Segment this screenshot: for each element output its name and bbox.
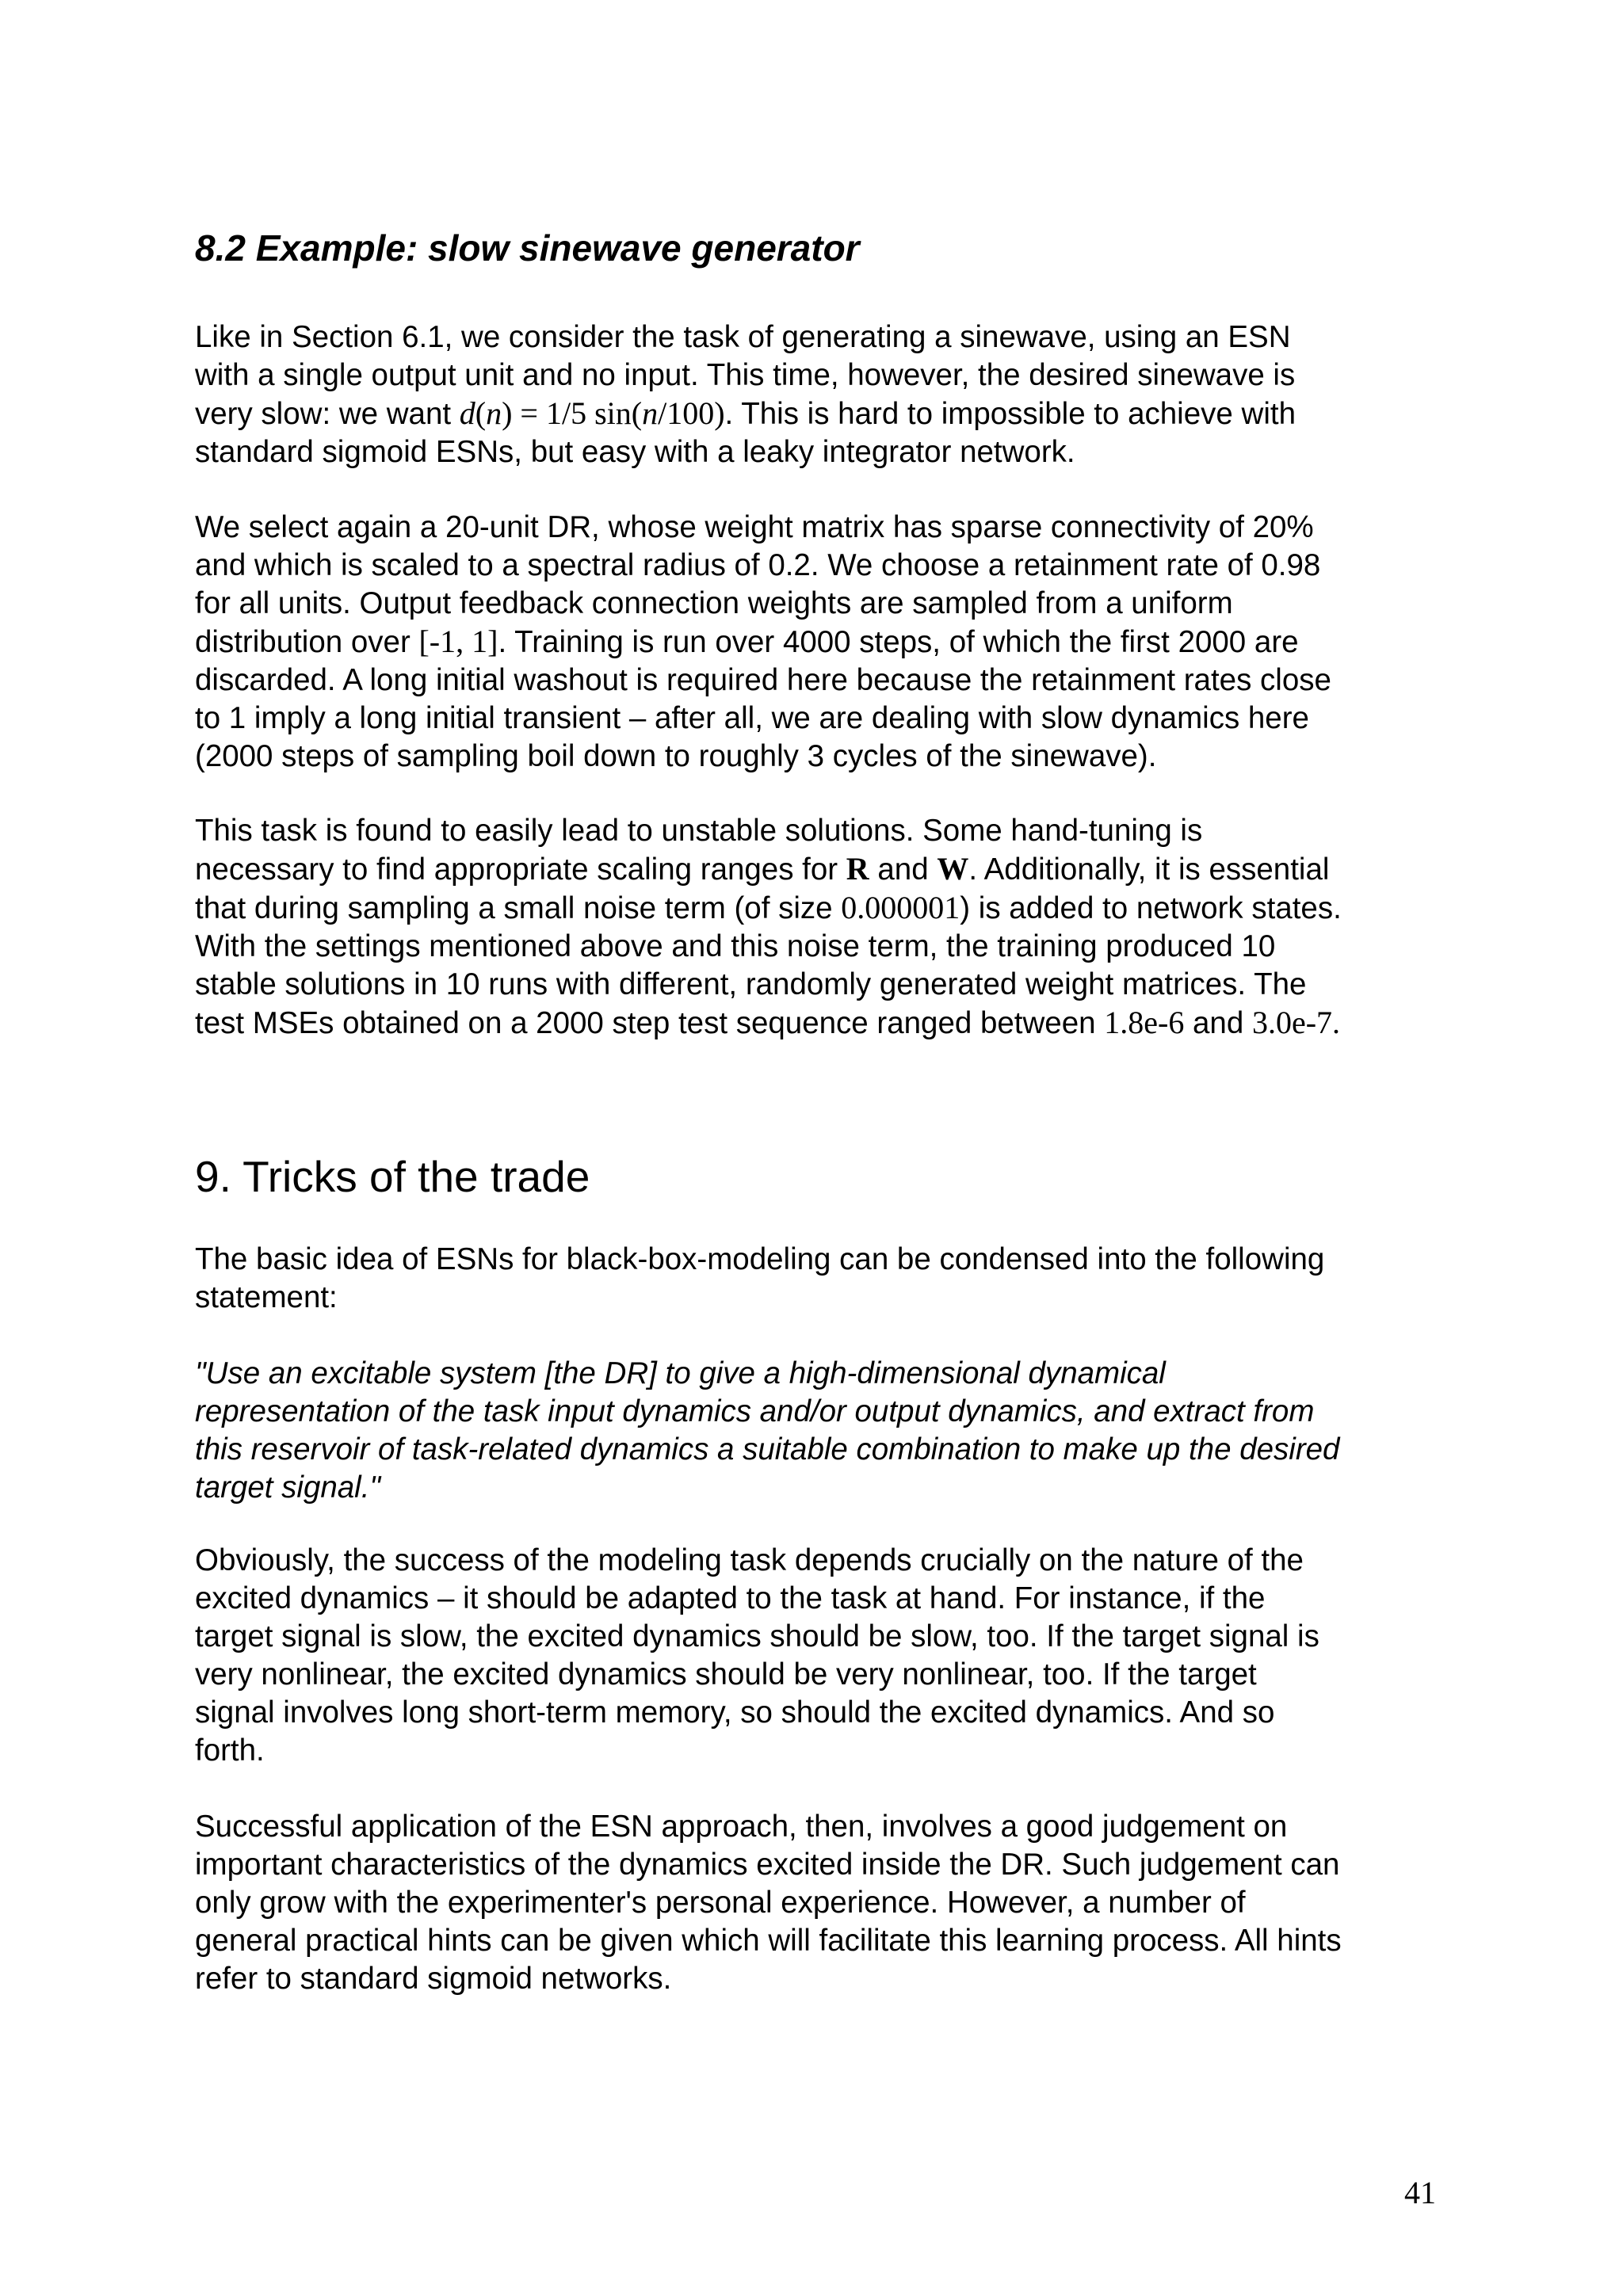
- text-line: With the settings mentioned above and this noise term, the training produced 10: [195, 929, 1276, 963]
- text-run: . Training is run over 4000 steps, of which the first 2000 are: [498, 625, 1299, 659]
- formula-paren: (: [475, 395, 487, 431]
- text-run: ) is added to network states.: [960, 891, 1342, 925]
- text-line: The basic idea of ESNs for black-box-modeling can be condensed into the following: [195, 1242, 1325, 1276]
- paragraph-8-2-intro: [195, 318, 1447, 471]
- matrix-symbol-r: R: [846, 851, 869, 887]
- formula-var-n: n: [486, 395, 502, 431]
- text-run: .: [1332, 1005, 1341, 1040]
- text-run: and: [1184, 1006, 1252, 1040]
- text-line: [195, 623, 1447, 662]
- text-run: very slow: we want: [195, 397, 460, 431]
- formula-d-of-n: [460, 395, 725, 431]
- text-line: Like in Section 6.1, we consider the task of generating a sinewave, using an ESN: [195, 320, 1291, 354]
- text-line: target signal is slow, the excited dynamics should be slow, too. If the target signal is: [195, 1619, 1319, 1653]
- text-line: We select again a 20-unit DR, whose weight matrix has sparse connectivity of 20%: [195, 510, 1314, 544]
- text-line: general practical hints can be given which will facilitate this learning process. All hints: [195, 1924, 1342, 1958]
- text-line: target signal.": [195, 1470, 381, 1505]
- text-line: This task is found to easily lead to unstable solutions. Some hand-tuning is: [195, 814, 1203, 848]
- text-line: forth.: [195, 1733, 265, 1768]
- paragraph-9-hints: [195, 1808, 1447, 1998]
- text-line: only grow with the experimenter's personal experience. However, a number of: [195, 1886, 1246, 1920]
- text-line: [195, 395, 1447, 433]
- text-run: necessary to find appropriate scaling ranges for: [195, 852, 846, 887]
- quote-block: [195, 1355, 1447, 1507]
- section-heading-8-2: 8.2 Example: slow sinewave generator: [195, 227, 860, 269]
- text-line: (2000 steps of sampling boil down to roughly 3 cycles of the sinewave).: [195, 739, 1157, 773]
- text-run: test MSEs obtained on a 2000 step test sequence ranged between: [195, 1006, 1105, 1040]
- text-line: discarded. A long initial washout is required here because the retainment rates close: [195, 663, 1331, 697]
- text-line: Successful application of the ESN approach, then, involves a good judgement on: [195, 1810, 1288, 1844]
- text-line: and which is scaled to a spectral radius of 0.2. We choose a retainment rate of 0.98: [195, 548, 1321, 582]
- text-line: [195, 1004, 1447, 1043]
- text-run: distribution over: [195, 625, 419, 659]
- text-line: to 1 imply a long initial transient – after all, we are dealing with slow dynamics here: [195, 701, 1309, 735]
- text-line: "Use an excitable system [the DR] to give a high-dimensional dynamical: [195, 1356, 1166, 1390]
- formula-interval: [-1, 1]: [418, 624, 498, 659]
- text-run: . This is hard to impossible to achieve with: [724, 397, 1296, 431]
- paragraph-9-dynamics: [195, 1542, 1447, 1770]
- formula-mid: ) = 1/5 sin(: [502, 395, 643, 431]
- mse-value-a: 1.8e-6: [1104, 1005, 1185, 1040]
- noise-value: 0.000001: [841, 890, 960, 925]
- paragraph-9-intro: [195, 1241, 1447, 1317]
- chapter-heading-9: 9. Tricks of the trade: [195, 1152, 590, 1201]
- text-line: Obviously, the success of the modeling task depends crucially on the nature of the: [195, 1543, 1304, 1577]
- text-line: stable solutions in 10 runs with different, randomly generated weight matrices. The: [195, 967, 1307, 1001]
- formula-var-d: d: [459, 395, 475, 431]
- text-line: representation of the task input dynamics and/or output dynamics, and extract from: [195, 1394, 1315, 1428]
- text-line: this reservoir of task-related dynamics a suitable combination to make up the desired: [195, 1432, 1340, 1466]
- text-line: refer to standard sigmoid networks.: [195, 1962, 672, 1996]
- page-number: 41: [1404, 2175, 1436, 2210]
- paragraph-8-2-results: [195, 812, 1447, 1043]
- text-run: . Additionally, it is essential: [968, 852, 1330, 887]
- text-line: very nonlinear, the excited dynamics should be very nonlinear, too. If the target: [195, 1657, 1257, 1691]
- text-line: [195, 889, 1447, 928]
- text-run: that during sampling a small noise term (of size: [195, 891, 842, 925]
- text-run: and: [869, 852, 938, 887]
- mse-value-b: 3.0e-7: [1251, 1005, 1333, 1040]
- text-line: signal involves long short-term memory, so should the excited dynamics. And so: [195, 1695, 1275, 1730]
- matrix-symbol-w: W: [937, 851, 969, 887]
- text-line: excited dynamics – it should be adapted to the task at hand. For instance, if the: [195, 1581, 1266, 1615]
- formula-tail: /100): [658, 395, 725, 431]
- text-line: with a single output unit and no input. This time, however, the desired sinewave is: [195, 358, 1296, 392]
- text-line: standard sigmoid ESNs, but easy with a leaky integrator network.: [195, 435, 1075, 469]
- text-line: statement:: [195, 1280, 338, 1314]
- text-line: important characteristics of the dynamics excited inside the DR. Such judgement can: [195, 1848, 1340, 1882]
- text-line: [195, 850, 1447, 889]
- text-line: for all units. Output feedback connection weights are sampled from a uniform: [195, 586, 1233, 620]
- paragraph-8-2-setup: [195, 509, 1447, 776]
- formula-var-n: n: [642, 395, 659, 431]
